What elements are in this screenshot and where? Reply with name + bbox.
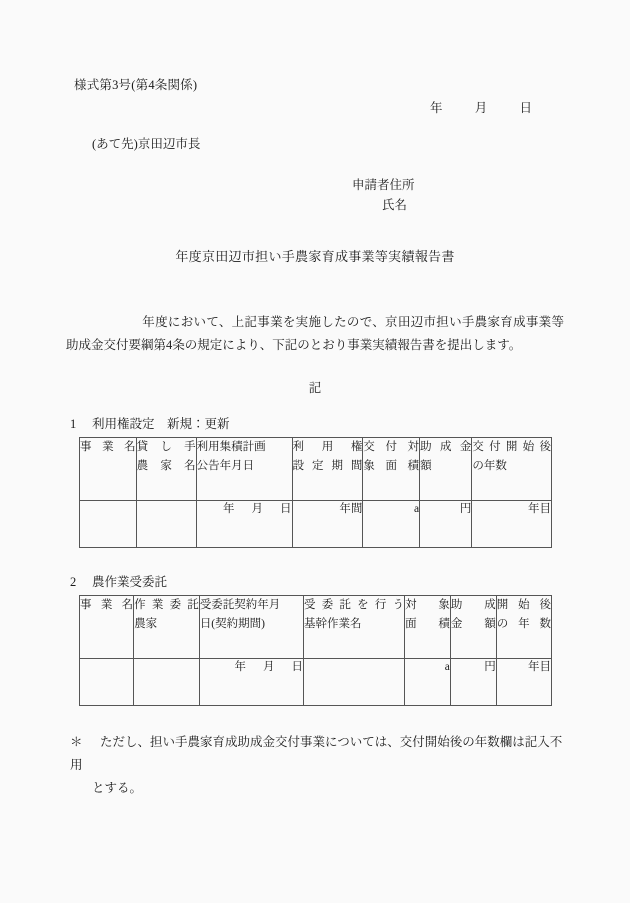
table-header-row <box>80 596 552 659</box>
applicant-block <box>352 175 415 215</box>
date-year-label: 年 <box>430 101 443 115</box>
cell-years-after-grant-start[interactable]: 年目 <box>472 501 552 548</box>
cell-target-area[interactable]: a <box>405 659 451 706</box>
cell-notice-date[interactable] <box>196 501 292 548</box>
section-2-number: 2 <box>70 575 77 589</box>
section-2-heading <box>70 572 167 590</box>
cell-years-after-start[interactable]: 年目 <box>496 659 551 706</box>
applicant-name-label: 氏名 <box>382 198 408 212</box>
th-business-name: 事業名 <box>80 596 134 659</box>
th-years-after-start: 開始後 の年数 <box>496 596 551 659</box>
ki-marker: 記 <box>308 381 322 395</box>
date-line <box>430 98 532 116</box>
applicant-address-label: 申請者住所 <box>352 178 415 192</box>
th-subsidy-amount: 助成 金額 <box>450 596 496 659</box>
th-lender-farmer-name: 貸し手 農家名 <box>136 438 196 501</box>
section-1-title: 利用権設定 新規：更新 <box>92 417 230 431</box>
cell-grant-target-area[interactable]: a <box>363 501 420 548</box>
body-paragraph <box>66 311 564 357</box>
cell-subsidy-amount[interactable]: 円 <box>420 501 472 548</box>
table-row <box>80 501 552 548</box>
th-business-name: 事業名 <box>80 438 137 501</box>
th-subsidy-amount: 助成金 額 <box>420 438 472 501</box>
cell-lender-farmer-name[interactable] <box>136 501 196 548</box>
cell-subsidy-amount[interactable]: 円 <box>450 659 496 706</box>
cell-business-name[interactable] <box>80 501 137 548</box>
th-work-contract-farmer: 作業委託 農家 <box>134 596 200 659</box>
cell-usage-right-period[interactable]: 年間 <box>292 501 363 548</box>
cell-core-work-name[interactable] <box>304 659 405 706</box>
footnote-marker: ＊ <box>70 735 83 749</box>
footnote-line-2: とする。 <box>92 781 143 795</box>
th-accumulation-plan-notice-date: 利用集積計画 公告年月日 <box>196 438 292 501</box>
th-core-work-name: 受委託を行う 基幹作業名 <box>304 596 405 659</box>
addressee: (あて先)京田辺市長 <box>92 137 201 151</box>
table-header-row <box>80 438 552 501</box>
date-month-label: 月 <box>474 101 488 115</box>
th-grant-target-area: 交付対 象面積 <box>363 438 420 501</box>
cell-business-name[interactable] <box>80 659 134 706</box>
section-1-number: 1 <box>70 417 77 431</box>
cell-work-contract-farmer[interactable] <box>134 659 200 706</box>
cell-contract-date[interactable] <box>199 659 303 706</box>
body-paragraph-text: 年度において、上記事業を実施したので、京田辺市担い手農家育成事業等助成金交付要綱第4条の規定により、下記のとおり事業実績報告書を提出します。 <box>66 315 564 352</box>
page-title: 年度京田辺市担い手農家育成事業等実績報告書 <box>175 249 455 264</box>
cell-notice-date-year: 年 <box>223 503 235 515</box>
section-2-title: 農作業受委託 <box>92 575 168 589</box>
cell-contract-date-day: 日 <box>291 661 303 673</box>
table-row <box>80 659 552 706</box>
cell-notice-date-month: 月 <box>251 503 264 515</box>
section-1-heading <box>70 414 230 432</box>
rights-setting-table <box>79 437 552 548</box>
th-target-area: 対象 面積 <box>405 596 451 659</box>
date-day-label: 日 <box>519 101 533 115</box>
footnote-line-1: ただし、担い手農家育成助成金交付事業については、交付開始後の年数欄は記入不用 <box>70 735 563 772</box>
footnote <box>70 731 566 800</box>
farm-work-contract-table <box>79 595 552 706</box>
th-contract-date-period: 受委託契約年月 日(契約期間) <box>199 596 303 659</box>
cell-contract-date-year: 年 <box>234 661 246 673</box>
cell-notice-date-day: 日 <box>280 503 292 515</box>
cell-contract-date-month: 月 <box>263 661 275 673</box>
th-years-after-grant-start: 交付開始後 の年数 <box>472 438 552 501</box>
form-number: 様式第3号(第4条関係) <box>74 78 198 92</box>
th-usage-right-period: 利用権 設定期間 <box>292 438 363 501</box>
